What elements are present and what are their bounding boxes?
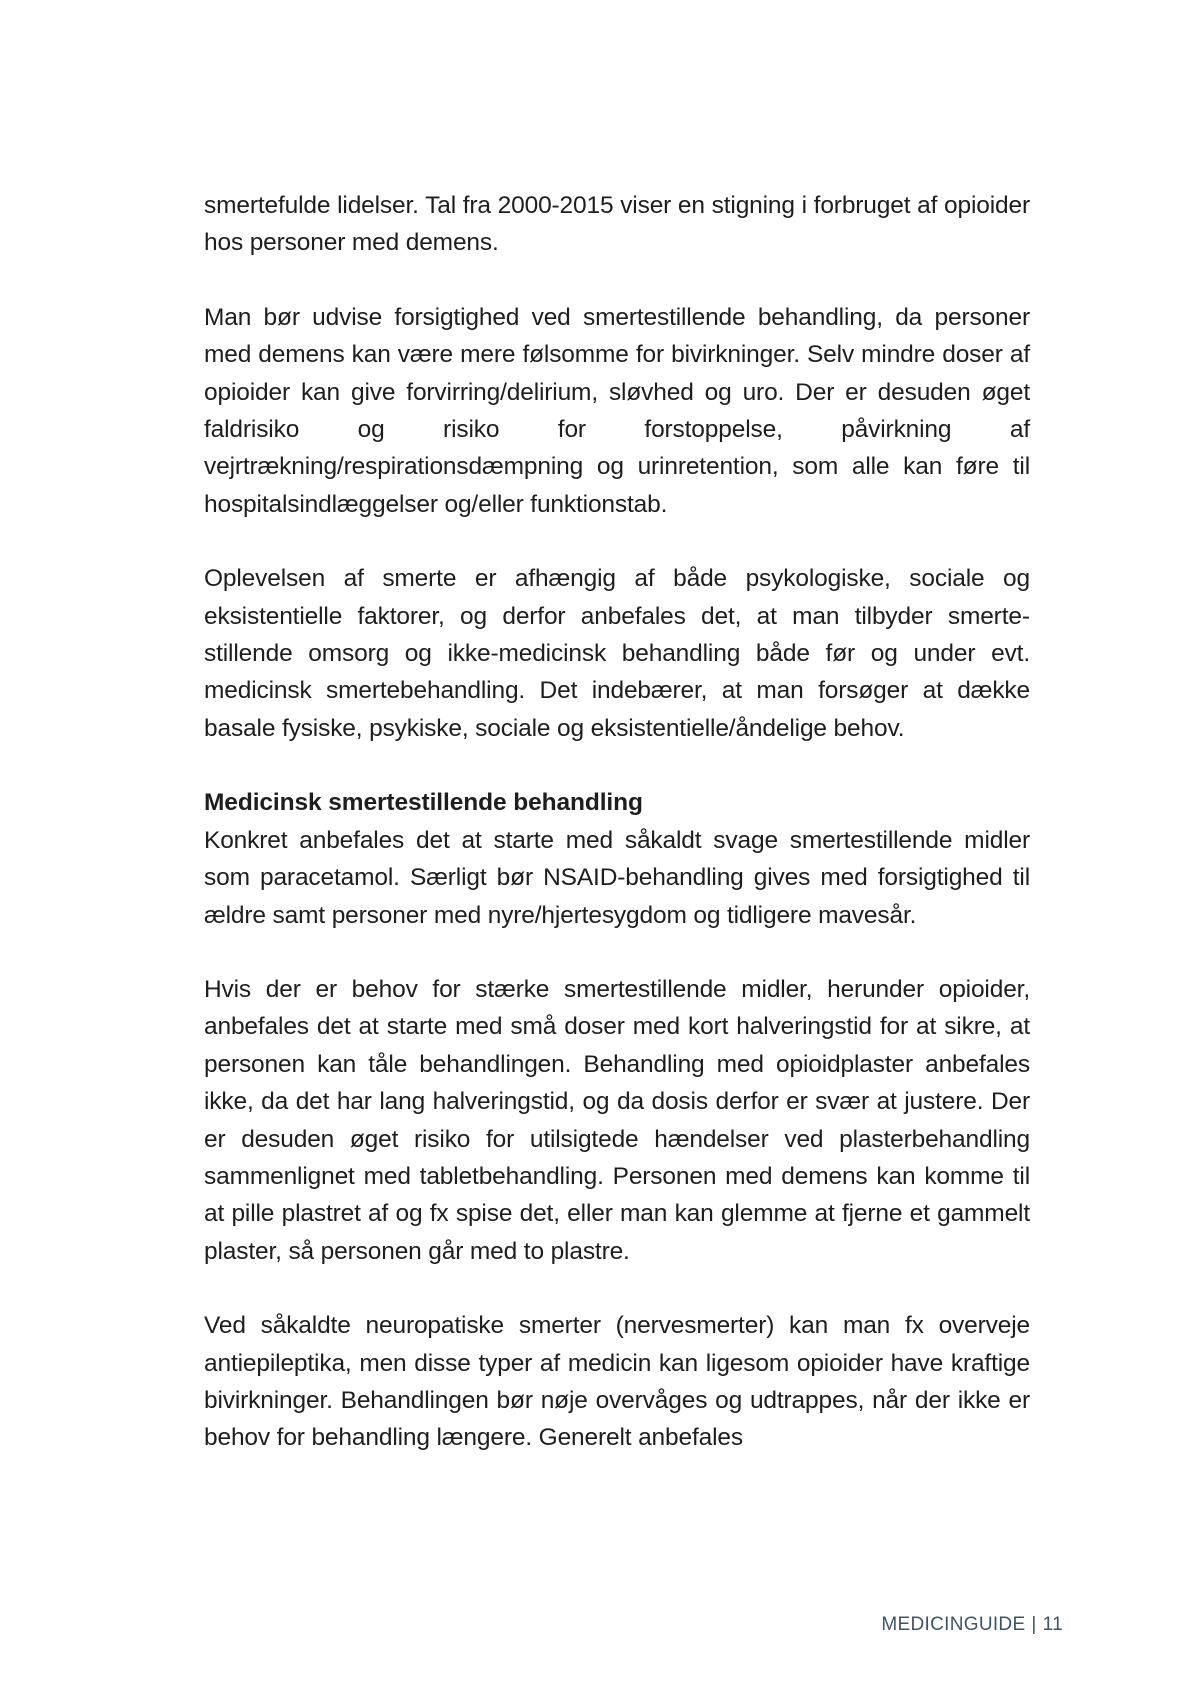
footer-guide-label: MEDICINGUIDE <box>881 1614 1026 1635</box>
paragraph-opioid-trend: smertefulde lidelser. Tal fra 2000-2015 viser en stigning i forbruget af opioider hos personer med demens. <box>204 192 1030 257</box>
paragraph-pain-experience: Oplevelsen af smerte er afhængig af både psykologiske, sociale og eksistentielle faktorer, og derfor anbefales det, at man tilbyder smertestillende omsorg og ikke-medicinsk behandling både før og under evt. medicinsk smertebehandling. Det indebærer, at man forsøger at dække basale fysiske, psykiske, sociale og eksistentielle/åndelige behov. <box>204 565 1030 742</box>
footer-separator: | <box>1031 1614 1037 1635</box>
paragraph-weak-painkillers: Konkret anbefales det at starte med såkaldt svage smertestillende midler som paracetamol. Særligt bør NSAID-behandling gives med forsigtighed til ældre samt personer med nyre/hjertesygdom og tidligere mavesår. <box>204 826 1030 929</box>
section-heading-medical-pain-treatment: Medicinsk smertestillende behandling <box>204 789 643 817</box>
page-number: 11 <box>1042 1614 1063 1635</box>
page-footer <box>881 1614 1063 1636</box>
body-text-column <box>204 187 1030 1457</box>
paragraph-neuropathic-pain: Ved såkaldte neuropatiske smerter (nervesmerter) kan man fx overveje antiepileptika, men disse typer af medicin kan ligesom opioider have kraftige bivirkninger. Behandlingen bør nøje overvåges og udtrappes, når der ikke er behov for behandling længere. Generelt anbefales <box>204 1312 1030 1452</box>
paragraph-caution-side-effects: Man bør udvise forsigtighed ved smertestillende behandling, da personer med demens kan være mere følsomme for bivirkninger. Selv mindre doser af opioider kan give forvirring/delirium, sløvhed og uro. Der er desuden øget faldrisiko og risiko for forstoppelse, påvirkning af vejrtrækning/respirationsdæmpning og urinretention, som alle kan føre til hospitalsindlæggelser og/eller funktionstab. <box>204 303 1030 518</box>
paragraph-strong-painkillers: Hvis der er behov for stærke smertestillende midler, herunder opioider, anbefales det at starte med små doser med kort halveringstid for at sikre, at personen kan tåle behandlingen. Behandling med opioidplaster anbefales ikke, da det har lang halveringstid, og da dosis derfor er svær at justere. Der er desuden øget risiko for utilsigtede hændelser ved plasterbehandling sammenlignet med tabletbehandling. Personen med demens kan komme til at pille plastret af og fx spise det, eller man kan glemme at fjerne et gammelt plaster, så personen går med to plastre. <box>204 975 1030 1265</box>
